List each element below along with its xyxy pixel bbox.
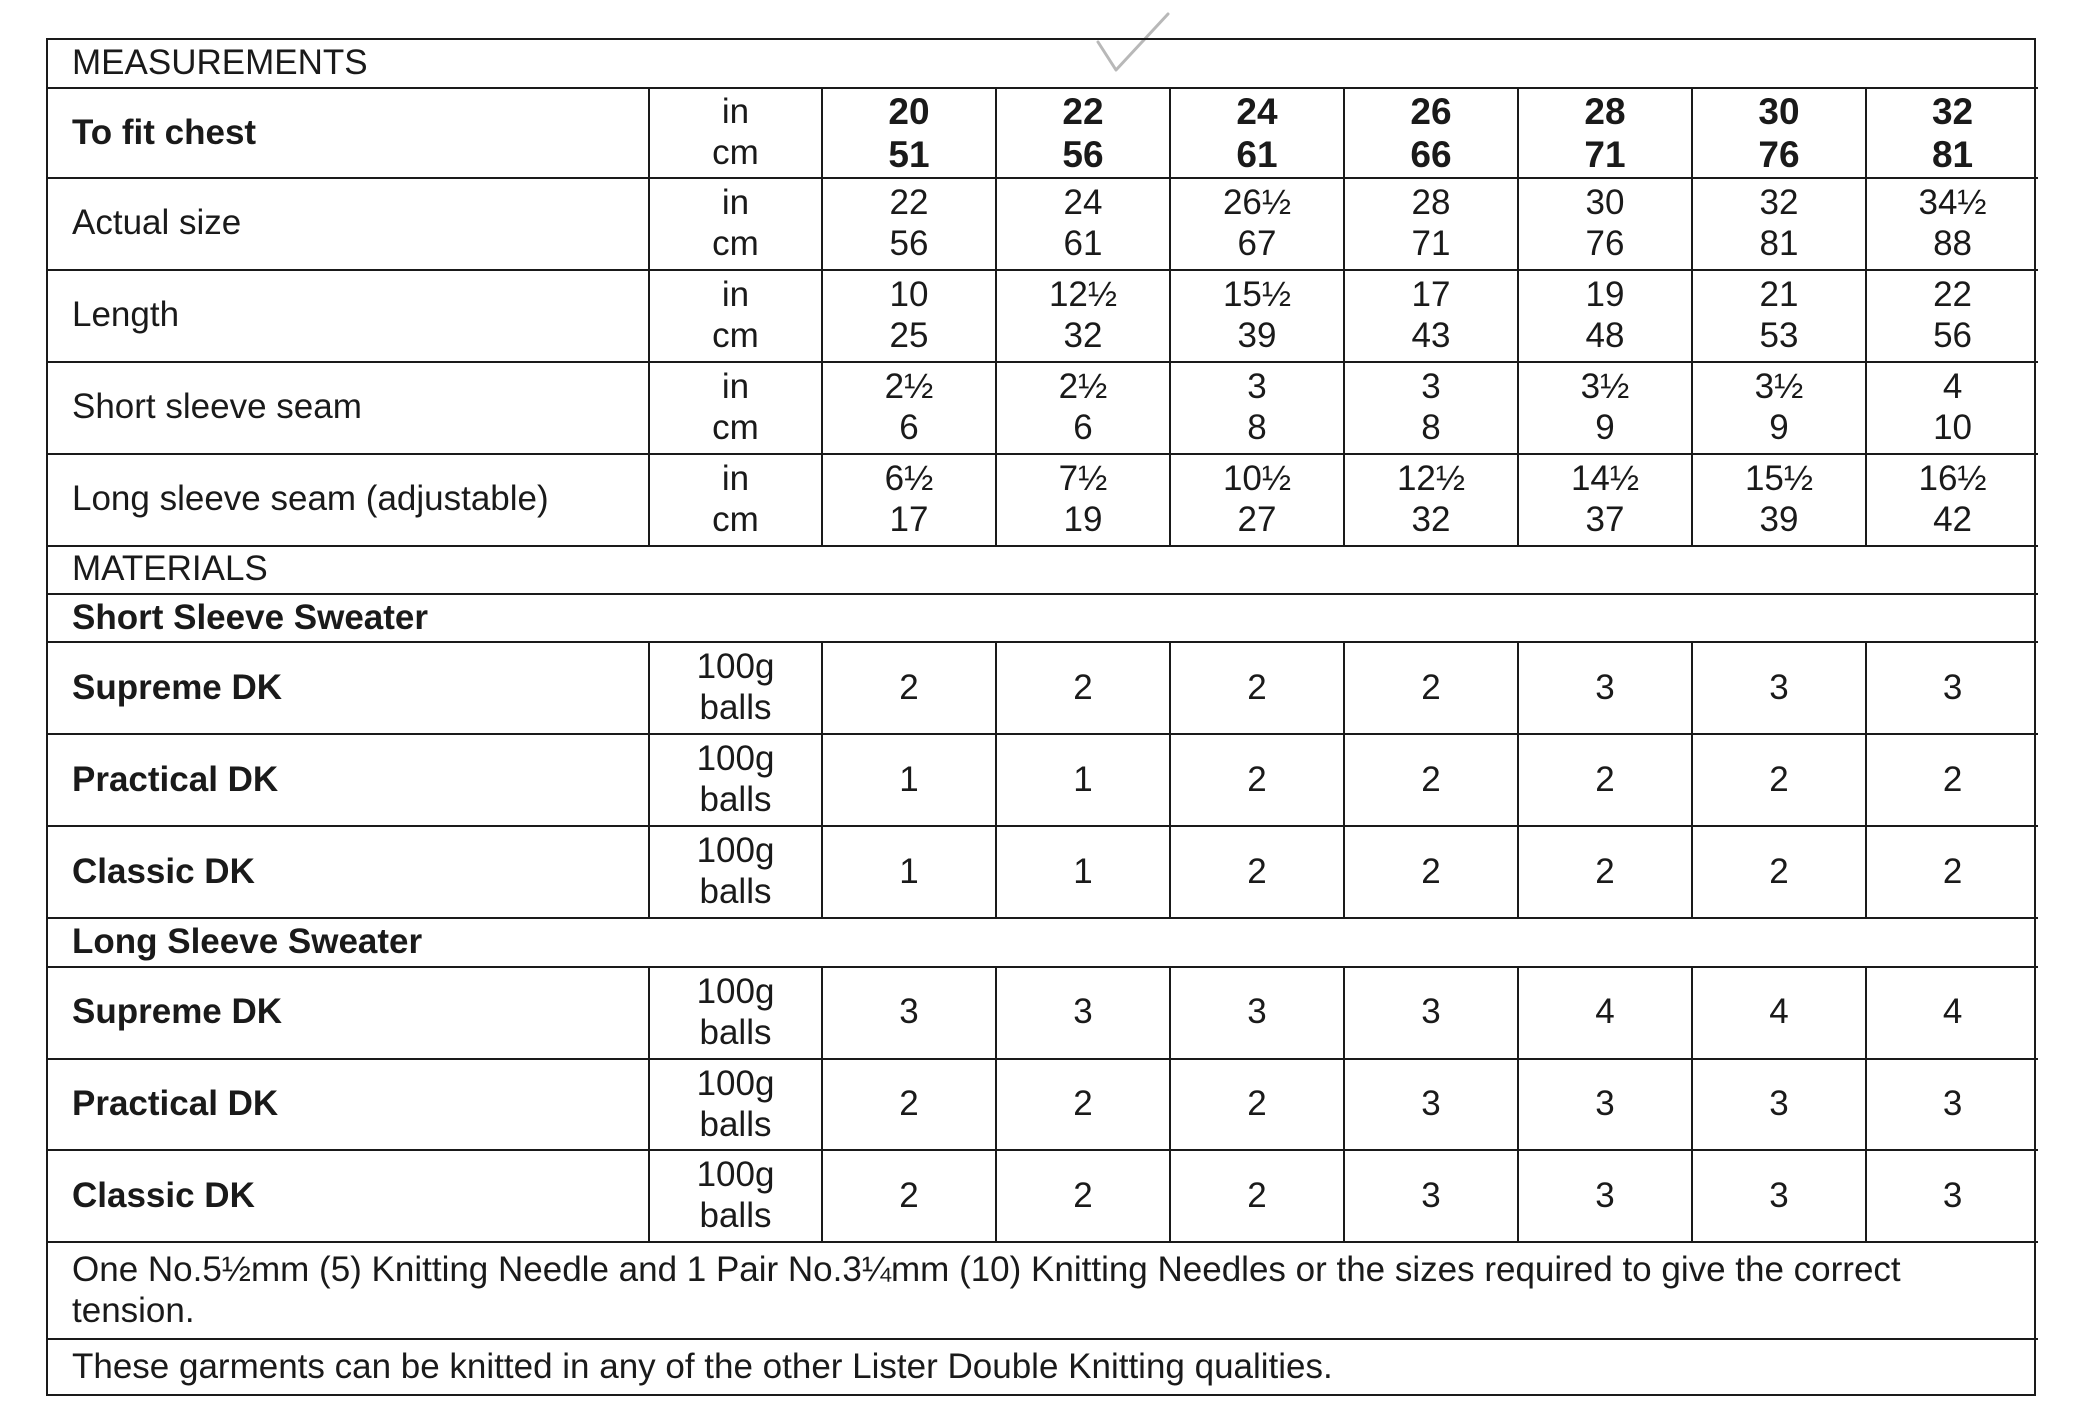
value-cm: 17 bbox=[889, 499, 929, 539]
value-cm: 76 bbox=[1585, 223, 1625, 263]
material-row bbox=[48, 642, 2038, 734]
value-in: 7½ bbox=[1058, 458, 1108, 498]
value-cm: 53 bbox=[1759, 315, 1799, 355]
value-cm: 67 bbox=[1237, 223, 1277, 263]
value-in: 15½ bbox=[1744, 458, 1814, 498]
value-in: 28 bbox=[1411, 182, 1451, 222]
size-cm: 56 bbox=[1062, 134, 1104, 176]
unit-balls: balls bbox=[699, 1104, 772, 1144]
value-cm: 81 bbox=[1759, 223, 1799, 263]
measurement-label: Short sleeve seam bbox=[48, 362, 649, 454]
value-in: 10 bbox=[889, 274, 929, 314]
value-in: 3½ bbox=[1580, 366, 1630, 406]
value-in: 21 bbox=[1759, 274, 1799, 314]
material-row bbox=[48, 1150, 2038, 1242]
value-cell bbox=[822, 270, 996, 362]
measurement-label: Actual size bbox=[48, 178, 649, 270]
value-in: 3 bbox=[1247, 366, 1267, 406]
value-cm: 6 bbox=[899, 407, 919, 447]
size-cell bbox=[1344, 88, 1518, 177]
size-in: 22 bbox=[1062, 90, 1104, 132]
balls-count: 2 bbox=[1344, 826, 1518, 918]
balls-count: 3 bbox=[1170, 967, 1344, 1059]
value-cell bbox=[1518, 178, 1692, 270]
unit-cell bbox=[649, 1150, 822, 1242]
unit-cm: cm bbox=[712, 407, 759, 447]
value-cell bbox=[1866, 178, 2038, 270]
balls-count: 2 bbox=[1692, 734, 1866, 826]
value-cm: 42 bbox=[1933, 499, 1973, 539]
material-row bbox=[48, 1059, 2038, 1151]
short-sleeve-seam-row bbox=[48, 362, 2038, 454]
value-cell bbox=[1692, 270, 1866, 362]
unit-weight: 100g bbox=[696, 1155, 775, 1195]
unit-weight: 100g bbox=[696, 831, 775, 871]
value-in: 24 bbox=[1063, 182, 1103, 222]
value-cell bbox=[1692, 362, 1866, 454]
balls-count: 2 bbox=[1170, 826, 1344, 918]
value-cell bbox=[1344, 362, 1518, 454]
value-cell bbox=[822, 454, 996, 546]
value-cm: 9 bbox=[1769, 407, 1789, 447]
needles-note: One No.5½mm (5) Knitting Needle and 1 Pair No.3¼mm (10) Knitting Needles or the sizes required to give the correct tension. bbox=[48, 1242, 2038, 1339]
long-sleeve-seam-row bbox=[48, 454, 2038, 546]
value-cm: 27 bbox=[1237, 499, 1277, 539]
balls-count: 4 bbox=[1518, 967, 1692, 1059]
value-in: 2½ bbox=[884, 366, 934, 406]
unit-cm: cm bbox=[712, 315, 759, 355]
balls-count: 4 bbox=[1692, 967, 1866, 1059]
balls-count: 2 bbox=[996, 1059, 1170, 1151]
material-group-title: Long Sleeve Sweater bbox=[48, 918, 2038, 966]
yarn-label: Classic DK bbox=[48, 826, 649, 918]
size-cm: 51 bbox=[888, 134, 930, 176]
unit-balls: balls bbox=[699, 780, 772, 820]
value-cm: 39 bbox=[1237, 315, 1277, 355]
balls-count: 3 bbox=[1866, 1059, 2038, 1151]
value-cell bbox=[1866, 270, 2038, 362]
to-fit-chest-label: To fit chest bbox=[48, 88, 649, 177]
yarn-label: Classic DK bbox=[48, 1150, 649, 1242]
value-cell bbox=[1518, 270, 1692, 362]
value-cm: 32 bbox=[1411, 499, 1451, 539]
unit-cm: cm bbox=[712, 499, 759, 539]
material-row bbox=[48, 967, 2038, 1059]
unit-balls: balls bbox=[699, 1012, 772, 1052]
length-row bbox=[48, 270, 2038, 362]
value-in: 16½ bbox=[1918, 458, 1987, 498]
balls-count: 2 bbox=[1692, 826, 1866, 918]
size-in: 30 bbox=[1758, 90, 1800, 132]
balls-count: 2 bbox=[1170, 1150, 1344, 1242]
yarn-label: Supreme DK bbox=[48, 642, 649, 734]
balls-count: 2 bbox=[1518, 826, 1692, 918]
unit-in: in bbox=[721, 182, 750, 222]
value-cell bbox=[1518, 362, 1692, 454]
value-cm: 56 bbox=[1933, 315, 1973, 355]
value-cell bbox=[1692, 178, 1866, 270]
unit-balls: balls bbox=[699, 688, 772, 728]
value-cm: 6 bbox=[1073, 407, 1093, 447]
value-cell bbox=[822, 178, 996, 270]
value-cm: 8 bbox=[1247, 407, 1267, 447]
balls-count: 1 bbox=[996, 826, 1170, 918]
value-cell bbox=[822, 362, 996, 454]
qualities-note: These garments can be knitted in any of the other Lister Double Knitting qualities. bbox=[48, 1339, 2038, 1394]
value-cell bbox=[1170, 362, 1344, 454]
balls-count: 2 bbox=[1866, 826, 2038, 918]
value-cm: 48 bbox=[1585, 315, 1625, 355]
balls-count: 3 bbox=[1344, 1150, 1518, 1242]
unit-weight: 100g bbox=[696, 739, 775, 779]
value-cell bbox=[1866, 454, 2038, 546]
value-cell bbox=[996, 178, 1170, 270]
balls-count: 4 bbox=[1866, 967, 2038, 1059]
size-cm: 71 bbox=[1584, 134, 1626, 176]
unit-in: in bbox=[721, 92, 750, 132]
value-in: 3½ bbox=[1754, 366, 1804, 406]
value-cm: 37 bbox=[1585, 499, 1625, 539]
unit-cell bbox=[649, 967, 822, 1059]
value-cell bbox=[1170, 178, 1344, 270]
balls-count: 2 bbox=[1170, 734, 1344, 826]
balls-count: 2 bbox=[1170, 642, 1344, 734]
size-cell bbox=[1518, 88, 1692, 177]
to-fit-chest-row bbox=[48, 88, 2038, 177]
unit-in: in bbox=[721, 458, 750, 498]
balls-count: 2 bbox=[1344, 642, 1518, 734]
value-in: 32 bbox=[1759, 182, 1799, 222]
pattern-table-sheet bbox=[46, 38, 2036, 1396]
balls-count: 2 bbox=[996, 1150, 1170, 1242]
unit-cm: cm bbox=[712, 223, 759, 263]
balls-count: 3 bbox=[1692, 1150, 1866, 1242]
balls-count: 3 bbox=[996, 967, 1170, 1059]
value-in: 22 bbox=[889, 182, 929, 222]
balls-count: 2 bbox=[1344, 734, 1518, 826]
value-cm: 19 bbox=[1063, 499, 1103, 539]
value-in: 2½ bbox=[1058, 366, 1108, 406]
size-cell bbox=[1170, 88, 1344, 177]
value-cell bbox=[1170, 270, 1344, 362]
value-cell bbox=[996, 270, 1170, 362]
measurements-title: MEASUREMENTS bbox=[48, 40, 2038, 88]
unit-weight: 100g bbox=[696, 1063, 775, 1103]
balls-count: 3 bbox=[1518, 1059, 1692, 1151]
unit-weight: 100g bbox=[696, 971, 775, 1011]
value-in: 3 bbox=[1421, 366, 1441, 406]
balls-count: 2 bbox=[1518, 734, 1692, 826]
value-in: 30 bbox=[1585, 182, 1625, 222]
value-in: 26½ bbox=[1222, 182, 1292, 222]
value-cm: 9 bbox=[1595, 407, 1615, 447]
yarn-label: Practical DK bbox=[48, 1059, 649, 1151]
balls-count: 2 bbox=[822, 1059, 996, 1151]
value-in: 17 bbox=[1411, 274, 1451, 314]
unit-weight: 100g bbox=[696, 647, 775, 687]
size-in: 20 bbox=[888, 90, 930, 132]
size-cm: 81 bbox=[1931, 134, 1974, 176]
value-in: 12½ bbox=[1048, 274, 1118, 314]
size-cm: 61 bbox=[1236, 134, 1278, 176]
unit-balls: balls bbox=[699, 1196, 772, 1236]
balls-count: 3 bbox=[822, 967, 996, 1059]
balls-count: 3 bbox=[1344, 967, 1518, 1059]
unit-cell bbox=[649, 362, 822, 454]
balls-count: 3 bbox=[1692, 1059, 1866, 1151]
value-in: 34½ bbox=[1918, 182, 1987, 222]
value-cell bbox=[1866, 362, 2038, 454]
yarn-label: Practical DK bbox=[48, 734, 649, 826]
value-cm: 71 bbox=[1411, 223, 1451, 263]
size-cm: 66 bbox=[1410, 134, 1452, 176]
balls-count: 2 bbox=[996, 642, 1170, 734]
value-cm: 8 bbox=[1421, 407, 1441, 447]
measurement-label: Length bbox=[48, 270, 649, 362]
yarn-label: Supreme DK bbox=[48, 967, 649, 1059]
material-group-title: Short Sleeve Sweater bbox=[48, 594, 2038, 642]
value-cell bbox=[996, 454, 1170, 546]
balls-count: 3 bbox=[1518, 642, 1692, 734]
balls-count: 2 bbox=[822, 642, 996, 734]
value-cell bbox=[1344, 178, 1518, 270]
value-in: 19 bbox=[1585, 274, 1625, 314]
value-cm: 61 bbox=[1063, 223, 1103, 263]
value-cell bbox=[1170, 454, 1344, 546]
unit-cell bbox=[649, 454, 822, 546]
measurements-table bbox=[48, 40, 2038, 1394]
value-cm: 32 bbox=[1063, 315, 1103, 355]
balls-count: 2 bbox=[1170, 1059, 1344, 1151]
balls-count: 3 bbox=[1866, 642, 2038, 734]
size-in: 24 bbox=[1236, 90, 1278, 132]
value-in: 15½ bbox=[1222, 274, 1292, 314]
size-cm: 76 bbox=[1758, 134, 1800, 176]
unit-cell bbox=[649, 642, 822, 734]
size-in: 26 bbox=[1410, 90, 1452, 132]
value-in: 4 bbox=[1942, 366, 1963, 406]
value-in: 22 bbox=[1933, 274, 1973, 314]
value-cell bbox=[996, 362, 1170, 454]
balls-count: 2 bbox=[1866, 734, 2038, 826]
balls-count: 1 bbox=[822, 734, 996, 826]
unit-cm: cm bbox=[712, 133, 759, 173]
unit-cell bbox=[649, 270, 822, 362]
size-cell bbox=[1692, 88, 1866, 177]
balls-count: 3 bbox=[1866, 1150, 2038, 1242]
unit-cell bbox=[649, 1059, 822, 1151]
material-row bbox=[48, 734, 2038, 826]
value-cell bbox=[1344, 270, 1518, 362]
unit-cell bbox=[649, 178, 822, 270]
value-cell bbox=[1518, 454, 1692, 546]
balls-count: 1 bbox=[822, 826, 996, 918]
value-cell bbox=[1344, 454, 1518, 546]
value-in: 12½ bbox=[1396, 458, 1466, 498]
size-in: 32 bbox=[1931, 90, 1974, 132]
unit-cell bbox=[649, 734, 822, 826]
measurement-label: Long sleeve seam (adjustable) bbox=[48, 454, 649, 546]
value-cm: 88 bbox=[1933, 223, 1973, 263]
unit-in: in bbox=[721, 366, 750, 406]
balls-count: 3 bbox=[1344, 1059, 1518, 1151]
balls-count: 3 bbox=[1518, 1150, 1692, 1242]
value-in: 6½ bbox=[884, 458, 934, 498]
value-in: 10½ bbox=[1222, 458, 1292, 498]
value-cm: 10 bbox=[1933, 407, 1973, 447]
unit-balls: balls bbox=[699, 872, 772, 912]
actual-size-row bbox=[48, 178, 2038, 270]
size-in: 28 bbox=[1584, 90, 1626, 132]
size-cell bbox=[822, 88, 996, 177]
balls-count: 1 bbox=[996, 734, 1170, 826]
value-cm: 56 bbox=[889, 223, 929, 263]
value-cm: 43 bbox=[1411, 315, 1451, 355]
value-cell bbox=[1692, 454, 1866, 546]
balls-count: 3 bbox=[1692, 642, 1866, 734]
unit-cell bbox=[649, 826, 822, 918]
unit-in: in bbox=[721, 274, 750, 314]
unit-cell bbox=[649, 88, 822, 177]
value-cm: 25 bbox=[889, 315, 929, 355]
value-cm: 39 bbox=[1759, 499, 1799, 539]
size-cell bbox=[1866, 88, 2038, 177]
materials-title: MATERIALS bbox=[48, 546, 2038, 594]
balls-count: 2 bbox=[822, 1150, 996, 1242]
size-cell bbox=[996, 88, 1170, 177]
material-row bbox=[48, 826, 2038, 918]
value-in: 14½ bbox=[1570, 458, 1640, 498]
